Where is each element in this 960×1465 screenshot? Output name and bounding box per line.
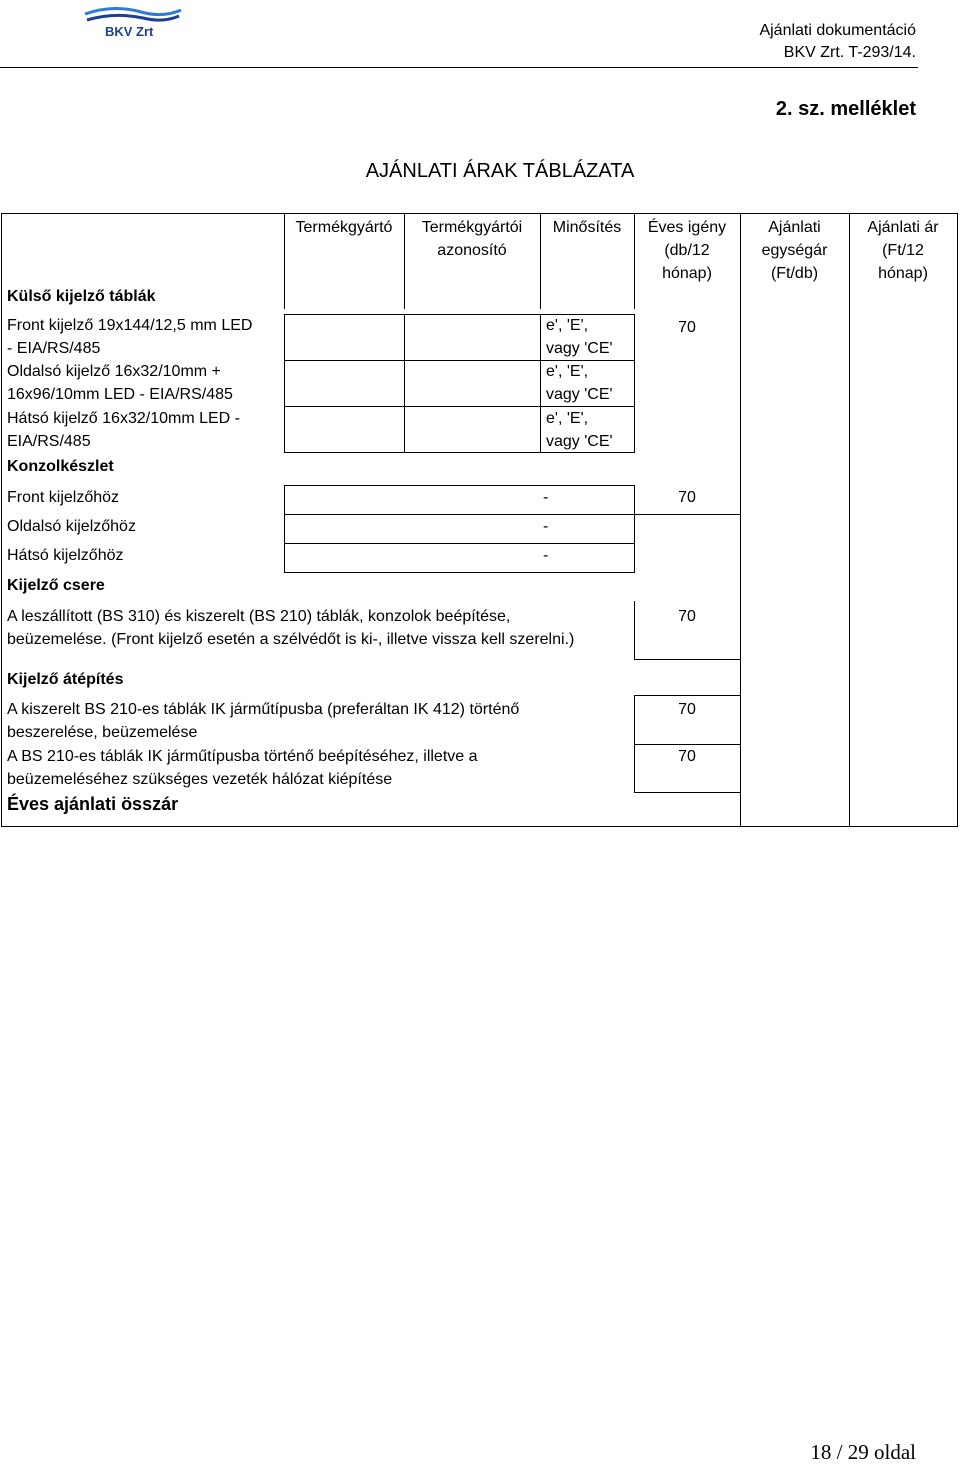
annex-label: 2. sz. melléklet [775,98,916,120]
demand-external-displays: 70 [678,319,696,336]
grid-line [634,514,740,515]
description-line: A BS 210-es táblák IK járműtípusba történő beépítéséhez, illetve a [7,748,478,765]
qualification-line: vagy 'CE' [546,340,613,357]
col-annual-demand-line: hónap) [662,265,712,282]
grid-line [540,314,541,453]
rebuild-item-wiring [7,745,478,791]
qualification-side-display [546,360,613,406]
section-title-display-replacement: Kijelző csere [7,577,105,594]
grid-line [634,659,740,660]
item-name-line: - EIA/RS/485 [7,340,101,357]
description-line: A leszállított (BS 310) és kiszerelt (BS 210) táblák, konzolok beépítése, [7,608,511,625]
grid-line [740,213,741,827]
col-offer-price-line: Ajánlati ár [867,219,939,236]
description-line: beüzemelése. (Front kijelző esetén a szélvédőt is ki-, illetve vissza kell szerelni.) [7,631,575,648]
grid-line [957,213,958,827]
col-manufacturer-id-line: Termékgyártói [421,219,523,236]
section-title-display-rebuild: Kijelző átépítés [7,671,124,688]
qualification-line: e', 'E', [546,317,589,334]
qualification-rear-display [546,407,613,453]
col-offer-price-line: (Ft/12 [882,242,924,259]
col-annual-demand [634,216,740,285]
demand-rebuild-wiring: 70 [678,748,696,765]
table-title: AJÁNLATI ÁRAK TÁBLÁZATA [365,160,635,182]
demand-rebuild-installation: 70 [678,701,696,718]
qualification-line: e', 'E', [546,363,589,380]
col-annual-demand-line: (db/12 [664,242,710,259]
item-bracket-side: Oldalsó kijelzőhöz [7,518,136,535]
grid-line [284,485,634,486]
col-qualification: Minősítés [552,219,622,236]
col-manufacturer-id-line: azonosító [437,242,507,259]
grid-line [634,695,740,696]
col-unit-price-line: egységár [761,242,828,259]
item-bracket-rear: Hátsó kijelzőhöz [7,547,124,564]
grid-line [849,213,850,827]
grid-line [634,792,740,793]
grid-line [284,485,285,573]
logo-text: BKV Zrt [105,24,154,39]
doc-ref: BKV Zrt. T-293/14. [783,44,916,61]
grid-line [284,572,634,573]
grid-line [284,514,634,515]
qualification-bracket-side: - [543,518,549,535]
description-line: A kiszerelt BS 210-es táblák IK járműtípusba (preferáltan IK 412) történő [7,701,520,718]
item-name-line: Hátsó kijelző 16x32/10mm LED - [7,410,240,427]
col-manufacturer-id [404,216,540,262]
col-unit-price [740,216,849,285]
total-label: Éves ajánlati összár [7,794,179,814]
grid-line [1,213,2,827]
grid-line [1,826,958,827]
grid-line [284,543,634,544]
qualification-line: vagy 'CE' [546,386,613,403]
grid-line [284,314,285,453]
item-name-line: EIA/RS/485 [7,433,91,450]
section-title-external-displays: Külső kijelző táblák [7,288,156,305]
qualification-bracket-front: - [543,489,549,506]
rebuild-item-installation [7,698,519,744]
col-unit-price-line: Ajánlati [768,219,821,236]
grid-line [404,314,405,453]
replacement-description [7,605,574,651]
item-name-line: Front kijelző 19x144/12,5 mm LED [7,317,253,334]
qualification-front-display [546,314,613,360]
col-manufacturer: Termékgyártó [295,219,393,236]
item-front-display [7,314,252,360]
col-offer-price [849,216,957,285]
grid-line [1,213,958,214]
item-name-line: Oldalsó kijelző 16x32/10mm + [7,363,221,380]
qualification-line: vagy 'CE' [546,433,613,450]
item-rear-display [7,407,240,453]
description-line: beszerelése, beüzemelése [7,724,198,741]
page-number: 18 / 29 oldal [810,1440,916,1464]
description-line: beüzemeléséhez szükséges vezeték hálózat kiépítése [7,771,393,788]
col-annual-demand-line: Éves igény [647,219,727,236]
doc-type: Ajánlati dokumentáció [759,22,916,39]
item-side-display [7,360,233,406]
item-name-line: 16x96/10mm LED - EIA/RS/485 [7,386,233,403]
demand-display-replacement: 70 [678,608,696,625]
demand-bracket-set: 70 [678,489,696,506]
section-title-bracket-set: Konzolkészlet [7,458,114,475]
qualification-bracket-rear: - [543,547,549,564]
qualification-line: e', 'E', [546,410,589,427]
item-bracket-front: Front kijelzőhöz [7,489,120,506]
col-offer-price-line: hónap) [878,265,928,282]
col-unit-price-line: (Ft/db) [770,265,819,282]
